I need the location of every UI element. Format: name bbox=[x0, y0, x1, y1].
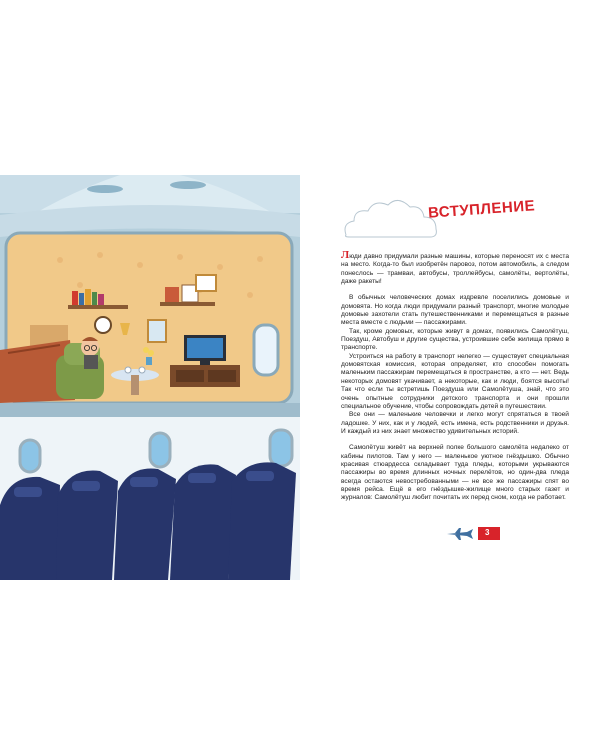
cabin-illustration-svg bbox=[0, 175, 300, 580]
drop-cap: Л bbox=[341, 249, 350, 261]
airplane-icon bbox=[445, 527, 475, 541]
page-number: 3 bbox=[485, 528, 490, 537]
body-text bbox=[341, 251, 569, 503]
chapter-heading: ВСТУПЛЕНИЕ bbox=[427, 197, 536, 222]
paragraph: Самолётуш живёт на верхней полке большого самолёта недалеко от кабины пилотов. Там у него — маленькое уютное гнёздышко. Обычно красивая стюардесса складывает туда пледы, которыми укрываются пассажиры во время длинных ночных перелётов, но один-два пледа всегда остаются невостребованными — не все же пассажиры спят во время рейса. Ещё в его гнёздышке-жилище много старых газет и журналов: Самолётуш любит почитать их перед сном, когда не работает. bbox=[341, 444, 569, 502]
heading-cloud-group bbox=[340, 187, 540, 242]
paragraph: В обычных человеческих домах издревле поселились домовые и домовята. Но когда люди придумали разный транспорт, многие молодые домовые захотели стать путешественниками и перемещаться в разные места вместе с людьми — пассажирами. bbox=[341, 294, 569, 327]
book-spread bbox=[0, 175, 600, 580]
airplane-cabin-illustration bbox=[0, 175, 300, 580]
paragraph-intro: Люди давно придумали разные машины, которые переносят их с места на место. Когда-то был изобретён паровоз, потом автомобиль, а следом понеслось — трамваи, автобусы, троллейбусы, самолёты, вертолёты, даже ракеты! bbox=[341, 249, 569, 286]
paragraph: Устроиться на работу в транспорт нелегко — существует специальная домовятская комиссия, которая определяет, кто способен помогать маленьким пассажирам перемещаться в пространстве, а кто — нет. Ведь некоторых домовят укачивает, а некоторые, как и люди, боятся высоты! Так что если ты встретишь Поездуша или Самолётуша, знай, что это очень опытные сотрудники детского транспорта и они прошли специальное обучение, чтобы сопровождать детей в путешествии. bbox=[341, 352, 569, 410]
text-page bbox=[300, 175, 600, 580]
paragraph: Все они — маленькие человечки и легко могут спрятаться в твоей ладошке. У них, как и у людей, есть имена, есть родственники и друзья. И каждый из них знает множество удивительных историй. bbox=[341, 411, 569, 435]
page-number-badge bbox=[445, 527, 515, 541]
paragraph: Так, кроме домовых, которые живут в домах, появились Самолётуш, Поездуш, Автобуш и другие существа, устроившие себе жилища прямо в транспорте. bbox=[341, 327, 569, 352]
